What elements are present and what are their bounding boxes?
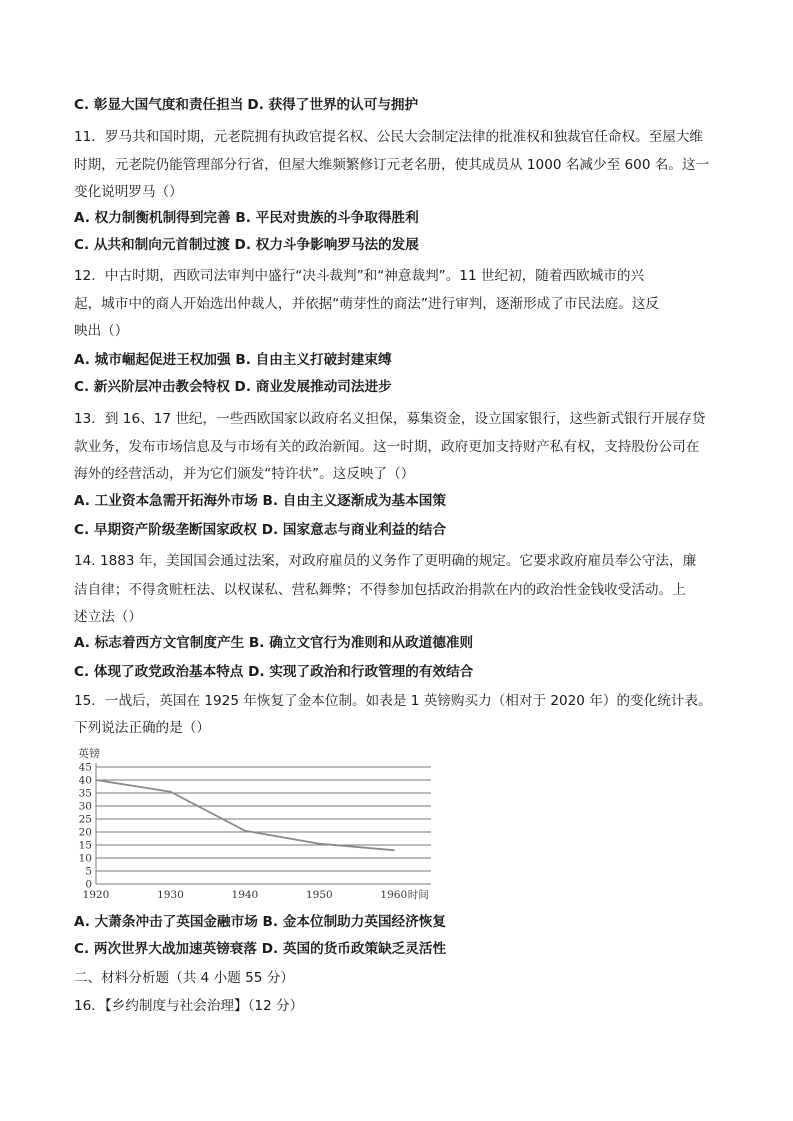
q14-stem-line1: 14. 1883 年，美国国会通过法案，对政府雇员的义务作了更明确的规定。它要求政府雇员奉公守法，廉 bbox=[74, 553, 697, 569]
data-point bbox=[170, 791, 172, 793]
data-point bbox=[318, 843, 320, 845]
x-tick-label: 1920 bbox=[82, 889, 110, 901]
q13-stem-line3: 海外的经营活动，并为它们颁发“特许状”。这反映了（） bbox=[74, 466, 415, 482]
q16-heading: 16．【乡约制度与社会治理】（12 分） bbox=[74, 998, 304, 1014]
q11-stem-line2: 时期，元老院仍能管理部分行省，但屋大维频繁修订元老名册，使其成员从 1000 名减少至 600 名。这一 bbox=[74, 157, 710, 173]
y-axis-label: 英镑 bbox=[78, 747, 100, 760]
y-tick-label: 10 bbox=[78, 852, 92, 865]
q14-options-cd: C. 体现了政党政治基本特点 D. 实现了政治和行政管理的有效结合 bbox=[74, 664, 474, 680]
section-2-heading: 二、材料分析题（共 4 小题 55 分） bbox=[74, 970, 294, 986]
q15-stem-line1: 15．一战后，英国在 1925 年恢复了金本位制。如表是 1 英镑购买力（相对于 2020 年）的变化统计表。 bbox=[74, 693, 712, 709]
data-point bbox=[95, 779, 97, 781]
q14-options-ab: A. 标志着西方文官制度产生 B. 确立文官行为准则和从政道德准则 bbox=[74, 635, 474, 651]
q12-stem-line1: 12．中古时期，西欧司法审判中盛行“决斗裁判”和“神意裁判”。11 世纪初，随着西欧城市的兴 bbox=[74, 268, 645, 284]
x-tick-label: 1950 bbox=[305, 889, 333, 901]
q15-options-cd: C. 两次世界大战加速英镑衰落 D. 英国的货币政策缺乏灵活性 bbox=[74, 941, 447, 957]
q15-options-ab: A. 大萧条冲击了英国金融市场 B. 金本位制助力英国经济恢复 bbox=[74, 914, 446, 930]
q11-stem-line3: 变化说明罗马（） bbox=[74, 184, 183, 200]
y-tick-label: 25 bbox=[78, 813, 92, 826]
q12-options-ab: A. 城市崛起促进王权加强 B. 自由主义打破封建束缚 bbox=[74, 352, 392, 368]
line-chart bbox=[76, 745, 446, 903]
x-tick-label: 1960 bbox=[380, 889, 408, 901]
x-tick-label: 1940 bbox=[231, 889, 259, 901]
y-tick-label: 30 bbox=[78, 800, 92, 813]
y-tick-label: 0 bbox=[85, 878, 92, 891]
y-tick-label: 5 bbox=[85, 865, 92, 878]
x-tick-label: 1930 bbox=[157, 889, 184, 901]
q13-options-cd: C. 早期资产阶级垄断国家政权 D. 国家意志与商业利益的结合 bbox=[74, 522, 447, 538]
q15-chart bbox=[76, 745, 446, 903]
y-tick-label: 20 bbox=[78, 826, 92, 839]
q14-stem-line2: 洁自律；不得贪赃枉法、以权谋私、营私舞弊；不得参加包括政治捐款在内的政治性金钱收受活动。上 bbox=[74, 582, 686, 598]
y-tick-label: 15 bbox=[78, 839, 92, 852]
q11-options-cd: C. 从共和制向元首制过渡 D. 权力斗争影响罗马法的发展 bbox=[74, 237, 419, 253]
q13-stem-line1: 13．到 16、17 世纪，一些西欧国家以政府名义担保，募集资金，设立国家银行，这些新式银行开展存贷 bbox=[74, 411, 706, 427]
data-point bbox=[244, 830, 246, 832]
q13-options-ab: A. 工业资本急需开拓海外市场 B. 自由主义逐渐成为基本国策 bbox=[74, 493, 446, 509]
x-axis-label: 时间 bbox=[407, 889, 429, 901]
q12-options-cd: C. 新兴阶层冲击教会特权 D. 商业发展推动司法进步 bbox=[74, 379, 392, 395]
q12-stem-line3: 映出（） bbox=[74, 323, 129, 339]
q10-option-d: D. 获得了世界的认可与拥护 bbox=[247, 97, 419, 113]
series-line bbox=[96, 780, 394, 850]
q14-stem-line3: 述立法（） bbox=[74, 609, 142, 625]
y-tick-label: 40 bbox=[78, 774, 92, 787]
q15-stem-line2: 下列说法正确的是（） bbox=[74, 720, 210, 736]
y-tick-label: 35 bbox=[78, 787, 92, 800]
q10-option-c: C. 彰显大国气度和责任担当 bbox=[74, 97, 244, 113]
q11-stem-line1: 11．罗马共和国时期，元老院拥有执政官提名权、公民大会制定法律的批准权和独裁官任命权。至屋大维 bbox=[74, 129, 704, 145]
q10-options-cd bbox=[74, 95, 418, 115]
y-tick-label: 45 bbox=[78, 761, 92, 774]
data-point bbox=[393, 849, 395, 851]
q12-stem-line2: 起，城市中的商人开始选出仲裁人，并依据“萌芽性的商法”进行审判，逐渐形成了市民法庭。这反 bbox=[74, 296, 660, 312]
q11-options-ab: A. 权力制衡机制得到完善 B. 平民对贵族的斗争取得胜利 bbox=[74, 210, 419, 226]
q13-stem-line2: 款业务，发布市场信息及与市场有关的政治新闻。这一时期，政府更加支持财产私有权，支持股份公司在 bbox=[74, 439, 700, 455]
